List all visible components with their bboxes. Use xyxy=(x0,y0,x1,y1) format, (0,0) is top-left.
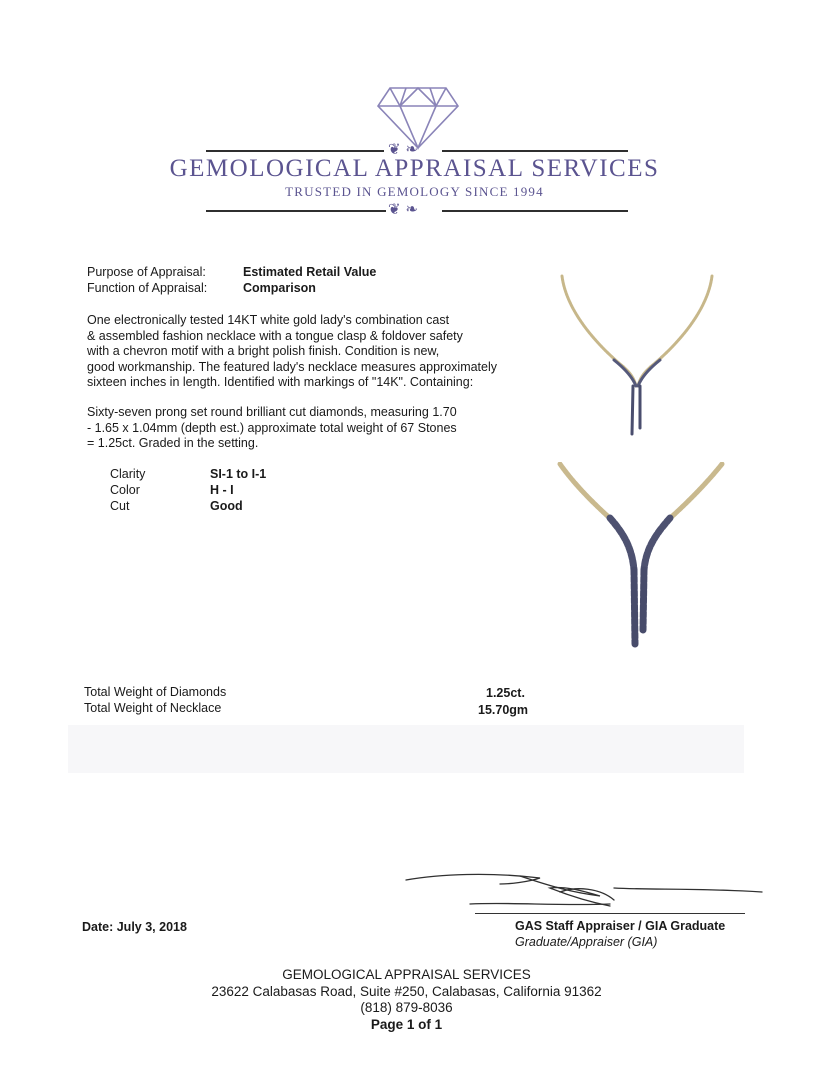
company-tagline: TRUSTED IN GEMOLOGY SINCE 1994 xyxy=(285,184,544,199)
total-diamonds-value: 1.25ct. xyxy=(486,686,525,700)
signature-block xyxy=(515,918,725,950)
footer-company: GEMOLOGICAL APPRAISAL SERVICES xyxy=(282,967,531,982)
description-line: & assembled fashion necklace with a tongue clasp & foldover safety xyxy=(87,328,463,343)
diamond-line: Sixty-seven prong set round brilliant cut diamonds, measuring 1.70 xyxy=(87,405,457,419)
grade-label-cut: Cut xyxy=(110,499,130,513)
appraisal-date: Date: July 3, 2018 xyxy=(82,920,187,934)
total-necklace-value: 15.70gm xyxy=(478,703,529,717)
total-necklace-label: Total Weight of Necklace xyxy=(84,701,222,715)
appraiser-signature xyxy=(400,866,765,916)
blank-value-band xyxy=(68,725,744,773)
function-value: Comparison xyxy=(243,281,316,295)
grade-label-clarity: Clarity xyxy=(110,467,146,481)
necklace-photo-closeup xyxy=(552,462,728,652)
grade-value-cut: Good xyxy=(210,499,243,513)
footer-phone: (818) 879-8036 xyxy=(360,1000,453,1015)
necklace-photo-full xyxy=(552,268,722,440)
function-label: Function of Appraisal: xyxy=(87,281,208,295)
header-rule-top-right xyxy=(442,150,628,152)
footer-page-number: Page 1 of 1 xyxy=(370,1017,443,1032)
description-line: with a chevron motif with a bright polish finish. Condition is new, xyxy=(87,344,440,358)
description-line: One electronically tested 14KT white gold lady's combination cast xyxy=(87,313,450,327)
grade-label-color: Color xyxy=(110,483,140,497)
grade-value-color: H - I xyxy=(210,483,234,497)
appraiser-title: GAS Staff Appraiser / GIA Graduate xyxy=(515,919,726,933)
diamond-line: = 1.25ct. Graded in the setting. xyxy=(87,436,259,450)
scroll-ornament-icon: ❦ ❧ xyxy=(388,140,418,158)
diamond-description xyxy=(87,405,457,452)
item-description xyxy=(87,313,497,391)
grade-value-clarity: SI-1 to I-1 xyxy=(210,467,267,481)
purpose-label: Purpose of Appraisal: xyxy=(87,265,206,279)
company-name: GEMOLOGICAL APPRAISAL SERVICES xyxy=(169,155,660,182)
scroll-ornament-bottom-icon: ❦ ❧ xyxy=(388,200,418,218)
signature-line xyxy=(475,913,745,914)
purpose-value: Estimated Retail Value xyxy=(243,265,377,279)
description-line: good workmanship. The featured lady's necklace measures approximately xyxy=(87,359,498,374)
total-diamonds-label: Total Weight of Diamonds xyxy=(84,685,227,699)
header-rule-bottom-right xyxy=(442,210,628,212)
header-rule-top-left xyxy=(206,150,384,152)
footer-address: 23622 Calabasas Road, Suite #250, Calabasas, California 91362 xyxy=(211,984,602,999)
appraiser-subtitle: Graduate/Appraiser (GIA) xyxy=(515,935,658,949)
diamond-line: - 1.65 x 1.04mm (depth est.) approximate total weight of 67 Stones xyxy=(87,420,457,435)
description-line: sixteen inches in length. Identified with markings of "14K". Containing: xyxy=(87,375,474,389)
header-rule-bottom-left xyxy=(206,210,386,212)
